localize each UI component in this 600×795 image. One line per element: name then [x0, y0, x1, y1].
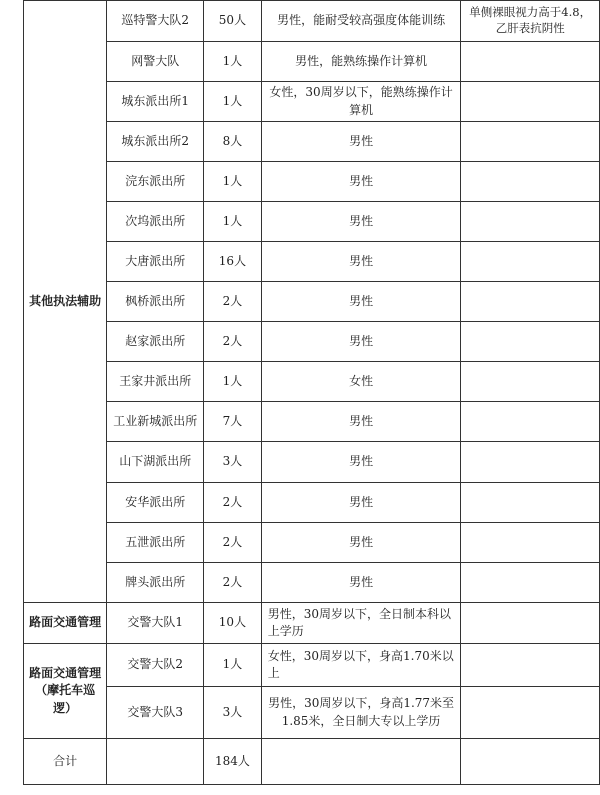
- note-cell: [461, 563, 600, 603]
- count-cell: 2人: [204, 523, 262, 563]
- count-cell: 3人: [204, 687, 262, 739]
- requirement-cell: 男性: [261, 162, 461, 202]
- note-cell: [461, 483, 600, 523]
- requirement-cell: [261, 739, 461, 785]
- requirement-cell: 男性: [261, 402, 461, 442]
- count-cell: 50人: [204, 1, 262, 42]
- unit-cell: 山下湖派出所: [107, 442, 204, 483]
- requirement-cell: 男性: [261, 483, 461, 523]
- unit-cell: 安华派出所: [107, 483, 204, 523]
- unit-cell: 次坞派出所: [107, 202, 204, 242]
- note-cell: [461, 42, 600, 82]
- unit-cell: 五泄派出所: [107, 523, 204, 563]
- note-cell: [461, 362, 600, 402]
- note-cell: [461, 603, 600, 644]
- count-cell: 8人: [204, 122, 262, 162]
- unit-cell: 工业新城派出所: [107, 402, 204, 442]
- count-cell: 1人: [204, 202, 262, 242]
- recruitment-table: [23, 0, 600, 785]
- count-cell: 1人: [204, 644, 262, 687]
- note-cell: [461, 442, 600, 483]
- note-cell: [461, 322, 600, 362]
- count-cell: 16人: [204, 242, 262, 282]
- count-cell: 2人: [204, 483, 262, 523]
- count-cell: 3人: [204, 442, 262, 483]
- count-cell: 2人: [204, 322, 262, 362]
- requirement-cell: 男性，能熟练操作计算机: [261, 42, 461, 82]
- category-traffic-moto: 路面交通管理（摩托车巡逻）: [24, 644, 107, 739]
- unit-cell: 交警大队1: [107, 603, 204, 644]
- note-cell: [461, 162, 600, 202]
- count-cell: 2人: [204, 282, 262, 322]
- category-other: 其他执法辅助: [24, 1, 107, 603]
- requirement-cell: 女性，30周岁以下，能熟练操作计算机: [261, 82, 461, 122]
- unit-cell: 交警大队2: [107, 644, 204, 687]
- note-cell: [461, 122, 600, 162]
- category-traffic: 路面交通管理: [24, 603, 107, 644]
- requirement-cell: 男性: [261, 282, 461, 322]
- requirement-cell: 女性，30周岁以下，身高1.70米以上: [261, 644, 461, 687]
- note-cell: [461, 282, 600, 322]
- count-cell: 7人: [204, 402, 262, 442]
- note-cell: [461, 687, 600, 739]
- count-cell: 2人: [204, 563, 262, 603]
- unit-cell: 王家井派出所: [107, 362, 204, 402]
- count-cell: 1人: [204, 82, 262, 122]
- count-cell: 1人: [204, 162, 262, 202]
- requirement-cell: 男性: [261, 202, 461, 242]
- unit-cell: 城东派出所1: [107, 82, 204, 122]
- note-cell: [461, 523, 600, 563]
- unit-cell: 交警大队3: [107, 687, 204, 739]
- total-label: 合计: [24, 739, 107, 785]
- requirement-cell: 男性: [261, 242, 461, 282]
- requirement-cell: 男性: [261, 523, 461, 563]
- requirement-cell: 男性，30周岁以下，身高1.77米至1.85米，全日制大专以上学历: [261, 687, 461, 739]
- requirement-cell: 女性: [261, 362, 461, 402]
- count-cell: 10人: [204, 603, 262, 644]
- requirement-cell: 男性: [261, 442, 461, 483]
- unit-cell: 大唐派出所: [107, 242, 204, 282]
- note-cell: [461, 739, 600, 785]
- unit-cell: 城东派出所2: [107, 122, 204, 162]
- count-cell: 1人: [204, 362, 262, 402]
- count-cell: 1人: [204, 42, 262, 82]
- note-cell: [461, 202, 600, 242]
- note-cell: [461, 644, 600, 687]
- requirement-cell: 男性: [261, 563, 461, 603]
- note-cell: [461, 402, 600, 442]
- note-cell: 单侧裸眼视力高于4.8，乙肝表抗阴性: [461, 1, 600, 42]
- note-cell: [461, 242, 600, 282]
- unit-cell: 浣东派出所: [107, 162, 204, 202]
- unit-cell: 网警大队: [107, 42, 204, 82]
- requirement-cell: 男性，能耐受较高强度体能训练: [261, 1, 461, 42]
- unit-cell: 枫桥派出所: [107, 282, 204, 322]
- note-cell: [461, 82, 600, 122]
- total-count: 184人: [204, 739, 262, 785]
- requirement-cell: 男性，30周岁以下，全日制本科以上学历: [261, 603, 461, 644]
- unit-cell: 牌头派出所: [107, 563, 204, 603]
- unit-cell: 赵家派出所: [107, 322, 204, 362]
- unit-cell: [107, 739, 204, 785]
- unit-cell: 巡特警大队2: [107, 1, 204, 42]
- requirement-cell: 男性: [261, 122, 461, 162]
- requirement-cell: 男性: [261, 322, 461, 362]
